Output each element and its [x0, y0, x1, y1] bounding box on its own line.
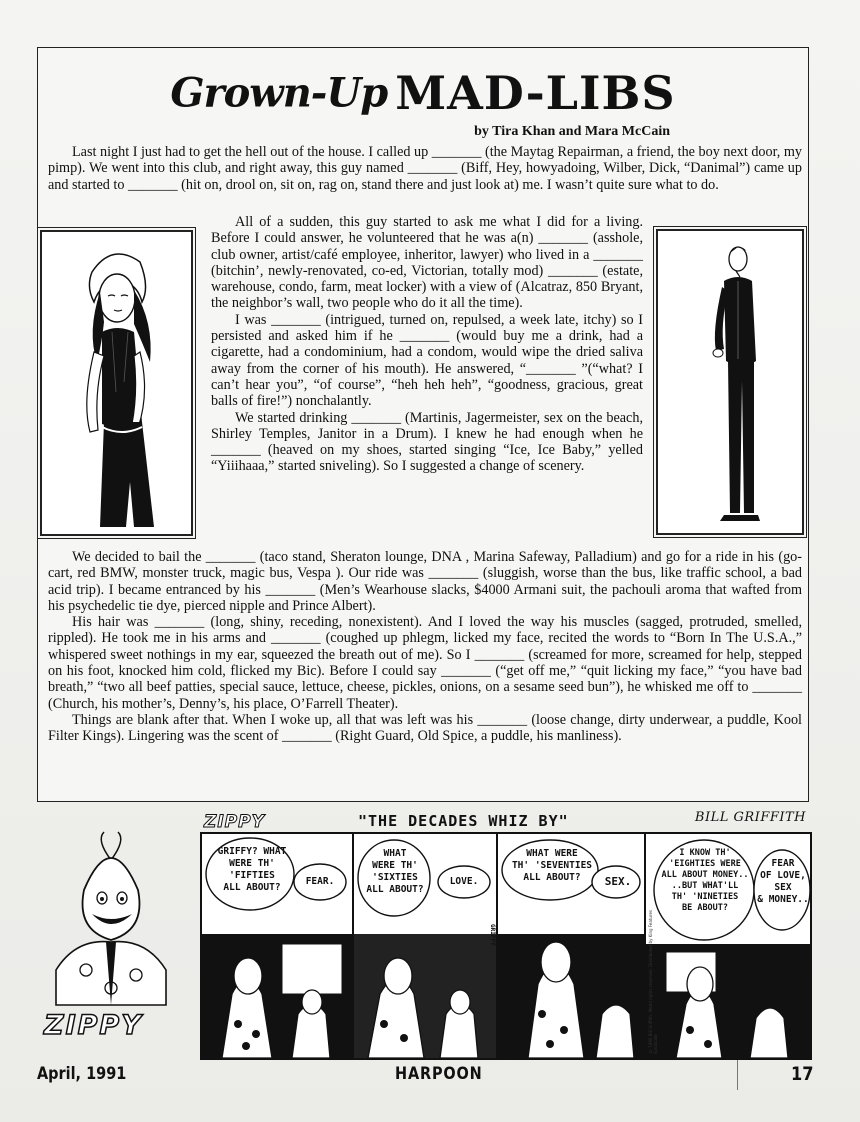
- paragraph-6: His hair was _______ (long, shiny, receding, nonexistent). And I loved the way his muscles (sagged, protruded, smelled, rippled). He took me in his arms and _______ (coughed up phlegm, licked my face, recited the words to “Born In The U.S.A.,” whispered sweet nothings in my ear, squeezed the breath out of me). So I _______ (screamed for more, screamed for help, stepped on his foot, knocked him cold, flicked my Bic). Before I could say _______ (“get off me,” “quit licking my face,” “you have bad breath,” “two all beef patties, special sauce, lettuce, cheese, pickles, onions, on a sesame seed bun”), he whisked me off to _______ (Church, his mother’s, Denny’s, his place, O’Farrell Theater).: [48, 614, 802, 712]
- paragraph-5: We decided to bail the _______ (taco stand, Sheraton lounge, DNA , Marina Safeway, Palladium) and go for a ride in his (go-cart, red BMW, monster truck, magic bus, Vespa ). Our ride was _______ (sluggish, worse than the bus, like traffic school, a bad acid trip). I became entranced by his _______ (Men’s Wearhouse slacks, $4000 Armani suit, the pachouli aroma that wafted from his psychedelic tie dye, pierced nipple and Prince Albert).: [48, 549, 802, 614]
- artist-signature: BILL GRIFFITH: [694, 810, 806, 825]
- page-footer: [37, 1060, 813, 1090]
- article-middle-column: [211, 214, 643, 475]
- panel-3-answer: SEX.: [604, 875, 632, 888]
- issue-date: April, 1991: [37, 1064, 127, 1084]
- page-number: 17: [790, 1063, 813, 1085]
- zippy-comic: [0, 810, 860, 1062]
- zippy-character-illustration: [36, 830, 186, 1040]
- paragraph-1: Last night I just had to get the hell out of the house. I called up _______ (the Maytag Repairman, a friend, the boy next door, my pimp). We went into this club, and right away, this guy named _______ (Biff, Hey, howyadoing, Wilber, Dick, “Danimal”) came up and started to _______ (hit on, drool on, sit on, rag on, stand there and just look at) me. I wasn’t quite sure what to do.: [48, 144, 802, 193]
- paragraph-2: All of a sudden, this guy started to ask me what I did for a living. Before I could answer, he volunteered that he was a(n) _______ (asshole, club owner, artist/café employee, inheritor, lawyer) who lived in a _______ (bitchin’, newly-renovated, co-ed, Victorian, totally mod) _______ (estate, warehouse, condo, farm, meat locker) with a view of (Alcatraz, 850 Bryant, the neighbor’s wall, two people who do it all the time).: [211, 214, 643, 312]
- panel-1-question: GRIFFY? WHAT WERE TH' 'FIFTIES ALL ABOUT?: [217, 846, 287, 893]
- woman-drawing: [42, 232, 191, 534]
- panel-2-question: WHAT WERE TH' 'SIXTIES ALL ABOUT?: [366, 848, 424, 895]
- byline: by Tira Khan and Mara McCain: [474, 124, 670, 139]
- article-intro: [48, 144, 802, 193]
- man-illustration: [656, 229, 804, 535]
- footer-divider: [737, 1060, 738, 1090]
- paragraph-7: Things are blank after that. When I woke up, all that was left was his _______ (loose change, dirty underwear, a puddle, Kool Filter Kings). Lingering was the scent of _______ (Right Guard, Old Spice, a puddle, his manliness).: [48, 711, 802, 745]
- magazine-name: HARPOON: [395, 1064, 483, 1084]
- article-bottom: [48, 549, 802, 745]
- panel-3-question: WHAT WERE TH' 'SEVENTIES ALL ABOUT?: [511, 848, 593, 883]
- comic-panel-2: [352, 832, 498, 1060]
- panel-4-answer: FEAR OF LOVE, SEX & MONEY..: [757, 858, 809, 905]
- panel-2-answer: LOVE.: [449, 876, 479, 887]
- mad-libs-article: [37, 47, 809, 802]
- woman-illustration: [40, 230, 193, 536]
- paragraph-3: I was _______ (intrigued, turned on, repulsed, a week late, itchy) so I persisted and asked him if he _______ (would buy me a drink, had a cigarette, had a condominium, had a condom, would wipe the dried saliva away from the corner of his mouth). He answered, “_______ ”(“what? I can’t hear you”, “of course”, “heh heh heh”, “goodness, gracious, great balls of fire!”) nonchalantly.: [211, 311, 643, 410]
- strip-header: [200, 810, 812, 832]
- man-drawing: [658, 231, 802, 533]
- zippy-wordmark: ZIPPY: [44, 1010, 143, 1041]
- strip-logo: ZIPPY: [204, 812, 265, 832]
- panel-1-answer: FEAR.: [305, 876, 335, 887]
- comic-panel-1: [200, 832, 354, 1060]
- zippy-head-drawing: [36, 830, 186, 1010]
- paragraph-4: We started drinking _______ (Martinis, Jagermeister, sex on the beach, Shirley Temples, Janitor in a Drum). I knew he had enough when he _______ (heaved on my shoes, started singing “Ice, Ice Baby,” yelled “Yiiihaaa,” started sniveling). So I suggested a change of scenery.: [211, 409, 643, 475]
- comic-panel-3: [496, 832, 646, 1060]
- title-main: MAD-LIBS: [395, 66, 676, 120]
- syndicate-credit: © 1990 Bill Griffith. World rights reserved. Distributed by King Features Syndicate: [648, 909, 658, 1054]
- article-title: [38, 66, 808, 126]
- panel-4-question: I KNOW TH' 'EIGHTIES WERE ALL ABOUT MONEY.. ..BUT WHAT'LL TH' 'NINETIES BE ABOUT?: [661, 848, 749, 913]
- comic-panel-4: [644, 832, 812, 1060]
- title-script: Grown-Up: [170, 69, 388, 117]
- panel-2-signature: GRIFFY: [489, 924, 496, 946]
- strip-title: "THE DECADES WHIZ BY": [358, 812, 569, 830]
